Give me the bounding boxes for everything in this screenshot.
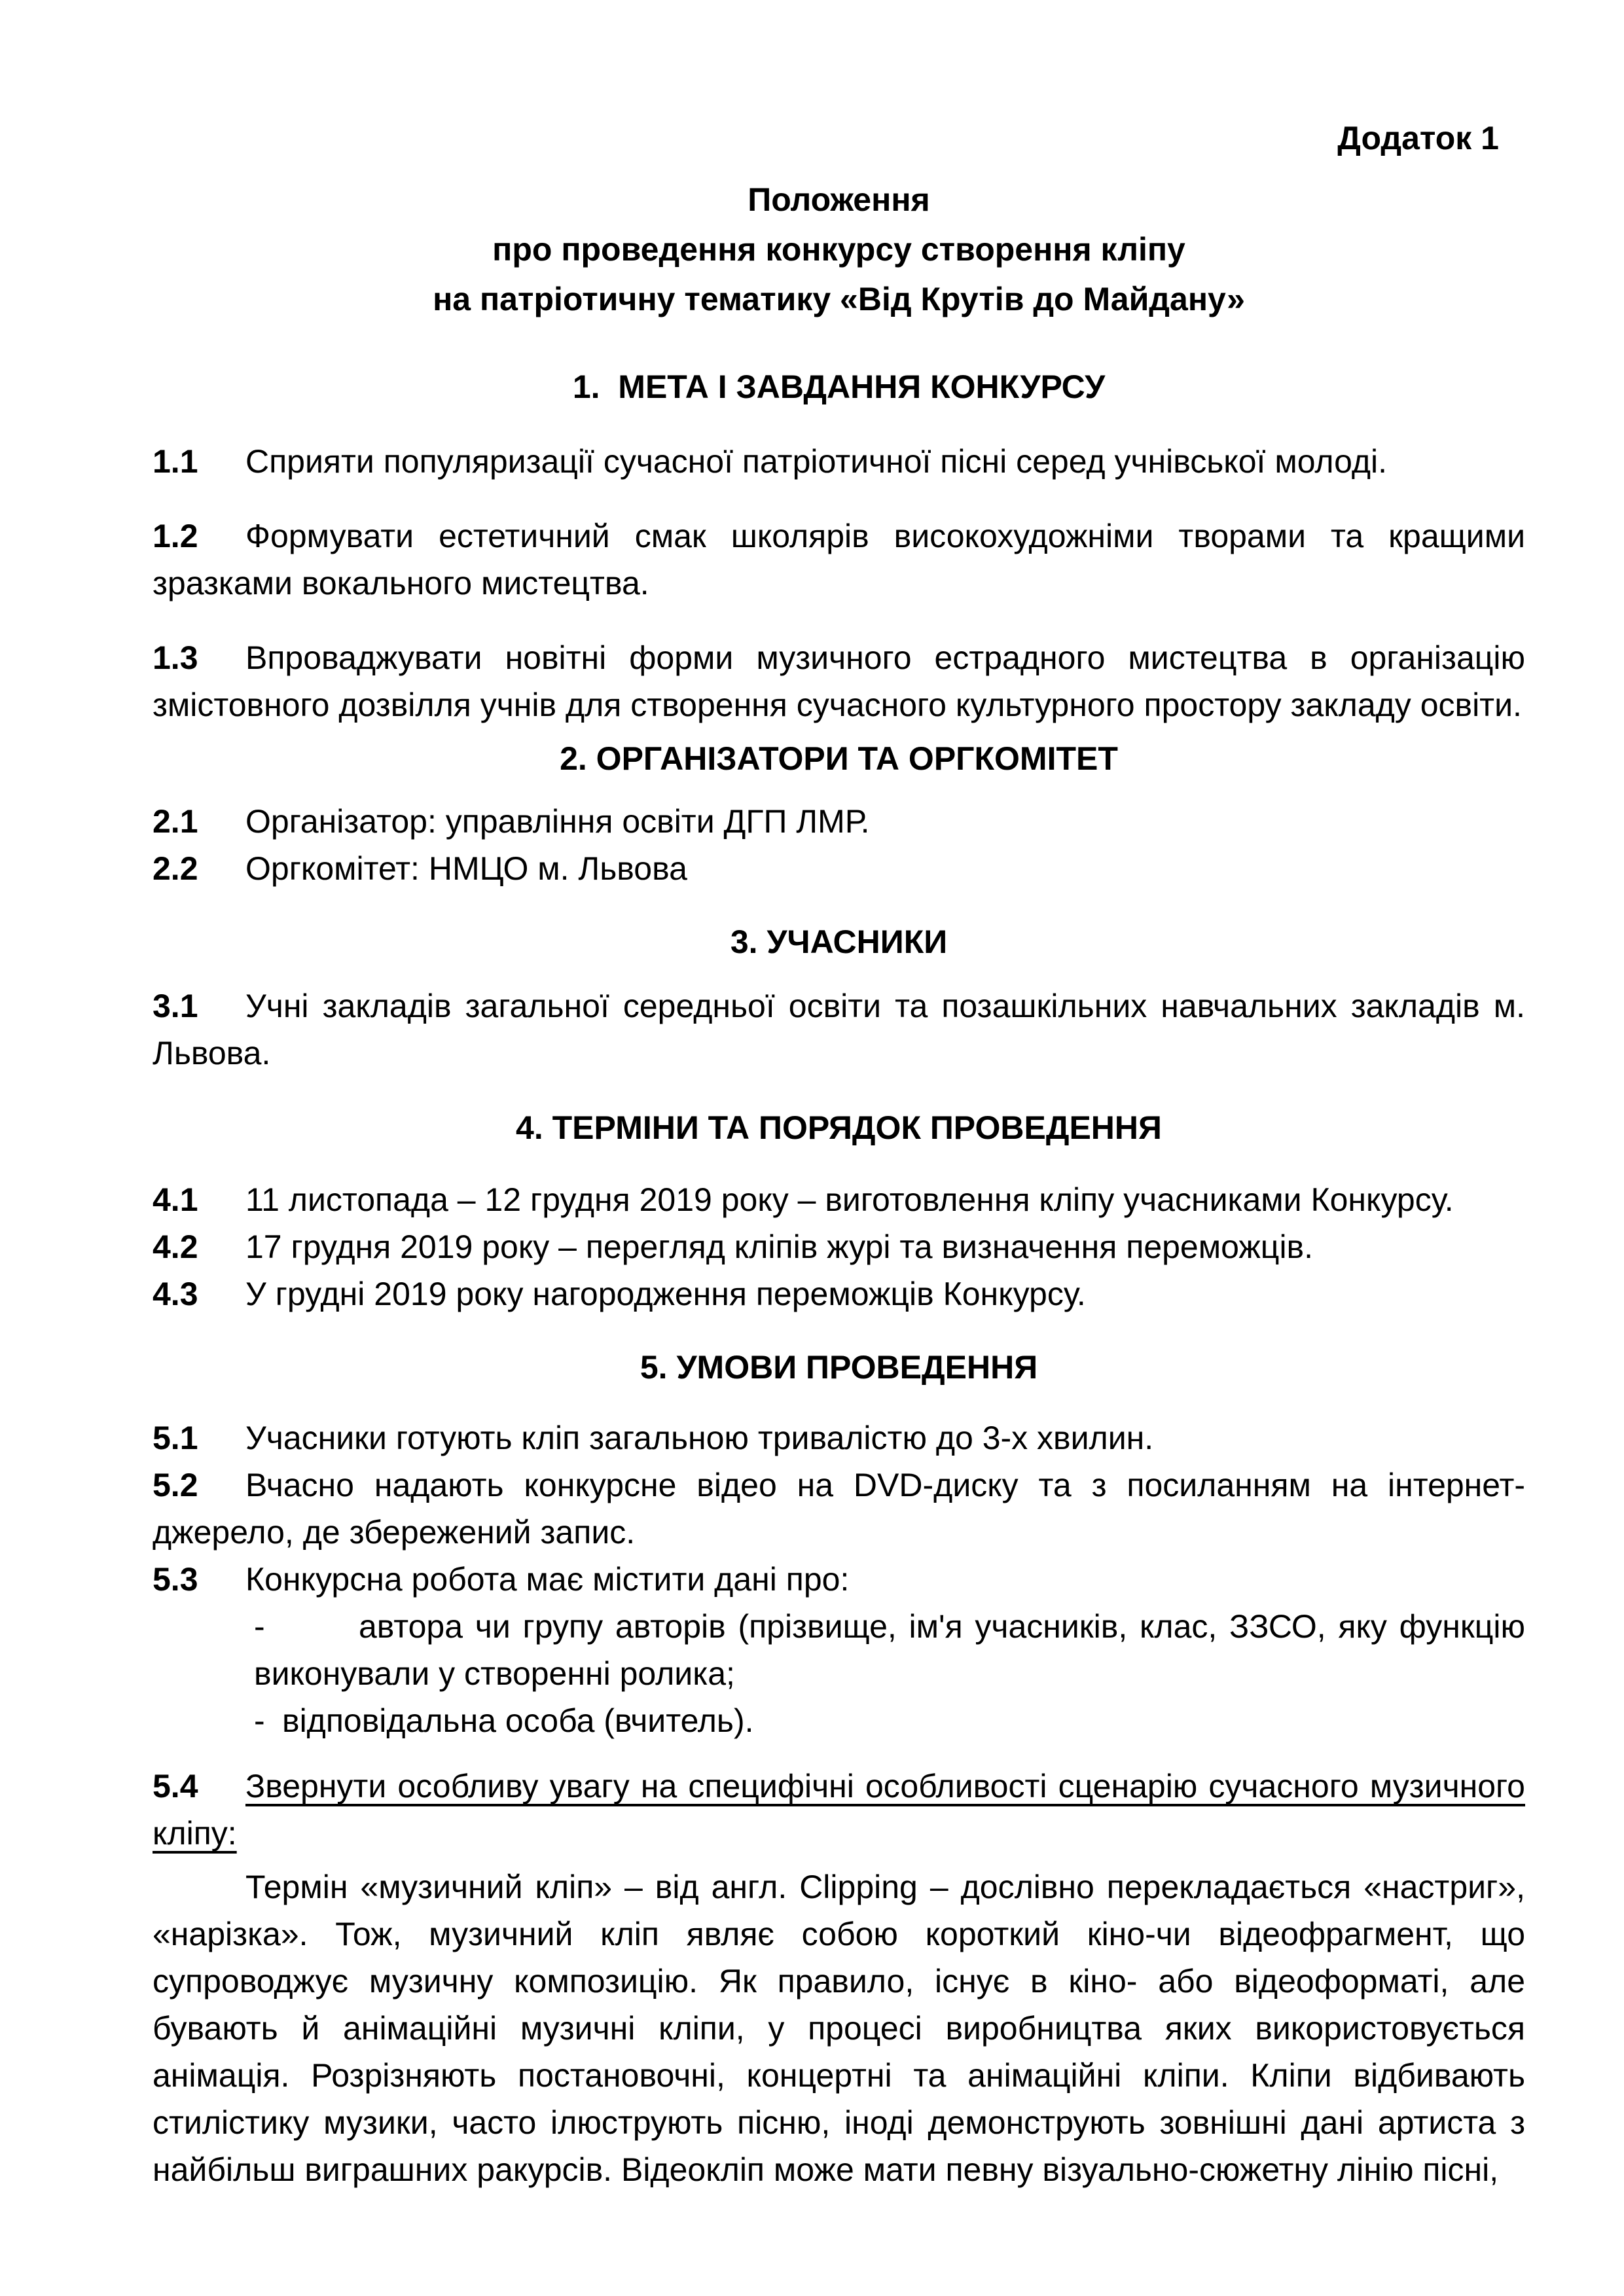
item-text: 11 листопада – 12 грудня 2019 року – виготовлення кліпу учасниками Конкурсу. (245, 1181, 1454, 1218)
item-text: Учні закладів загальної середньої освіти та позашкільних навчальних закладів м. Львова. (153, 988, 1525, 1071)
bullet-text: відповідальна особа (вчитель). (282, 1702, 754, 1739)
item-5-3 (153, 1556, 1525, 1603)
item-text: 17 грудня 2019 року – перегляд кліпів журі та визначення переможців. (245, 1229, 1314, 1265)
item-4-3 (153, 1270, 1525, 1318)
item-number: 4.2 (153, 1229, 198, 1265)
bullet-authors (254, 1603, 1525, 1697)
item-text: Сприяти популяризації сучасної патріотичної пісні серед учнівської молоді. (245, 443, 1388, 480)
document-title (153, 175, 1525, 324)
item-1-3 (153, 634, 1525, 728)
document-content (153, 115, 1525, 2193)
section-heading-terms: 4. ТЕРМІНИ ТА ПОРЯДОК ПРОВЕДЕННЯ (516, 1109, 1162, 1146)
item-text: Формувати естетичний смак школярів високохудожніми творами та кращими зразками вокального мистецтва. (153, 518, 1525, 601)
section-heading-participants: 3. УЧАСНИКИ (730, 924, 948, 960)
section-heading-organizers: 2. ОРГАНІЗАТОРИ ТА ОРГКОМІТЕТ (560, 740, 1118, 777)
bullet-dash: - (254, 1702, 265, 1739)
item-4-2 (153, 1223, 1525, 1270)
item-number: 3.1 (153, 988, 198, 1024)
bullet-responsible (254, 1697, 1525, 1744)
section-heading-goals: 1. МЕТА І ЗАВДАННЯ КОНКУРСУ (572, 368, 1106, 405)
title-line-2: про проведення конкурсу створення кліпу (492, 231, 1185, 268)
item-text: У грудні 2019 року нагородження переможців Конкурсу. (245, 1276, 1086, 1312)
item-text: Впроваджувати новітні форми музичного естрадного мистецтва в організацію змістовного дозвілля учнів для створення сучасного культурного простору закладу освіти. (153, 639, 1525, 723)
item-text: Конкурсна робота має містити дані про: (245, 1561, 850, 1598)
item-number: 4.1 (153, 1181, 198, 1218)
item-1-2 (153, 512, 1525, 607)
item-number: 5.2 (153, 1467, 198, 1503)
item-number: 5.4 (153, 1768, 198, 1804)
item-number: 1.2 (153, 518, 198, 554)
item-5-4 (153, 1763, 1525, 1857)
bullet-text: автора чи групу авторів (прізвище, ім'я учасників, клас, ЗЗСО, яку функцію виконували у створенні ролика; (254, 1608, 1525, 1692)
item-number: 1.3 (153, 639, 198, 676)
item-number: 5.3 (153, 1561, 198, 1598)
item-text: Учасники готують кліп загальною тривалістю до 3-х хвилин. (245, 1420, 1154, 1456)
item-2-2 (153, 845, 1525, 892)
bullet-dash: - (254, 1608, 265, 1645)
annex-label: Додаток 1 (1337, 120, 1499, 156)
title-line-3: на патріотичну тематику «Від Крутів до Майдану» (433, 281, 1245, 317)
item-1-1 (153, 438, 1525, 485)
item-text-underlined: Звернути особливу увагу на специфічні особливості сценарію сучасного музичного кліпу: (153, 1768, 1525, 1852)
item-5-1 (153, 1414, 1525, 1462)
definition-paragraph: Термін «музичний кліп» – від англ. Clipping – дослівно перекладається «настриг», «нарізка». Тож, музичний кліп являє собою короткий кіно-чи відеофрагмент, що супроводжує музичну композицію. Як правило, існує в кіно- або відеоформаті, але бувають й анімаційні музичні кліпи, у процесі виробництва яких використовується анімація. Розрізняють постановочні, концертні та анімаційні кліпи. Кліпи відбивають стилістику музики, часто ілюструють пісню, іноді демонструють зовнішні дані артиста з найбільш виграшних ракурсів. Відеокліп може мати певну візуально-сюжетну лінію пісні, (153, 1869, 1525, 2188)
item-number: 2.1 (153, 803, 198, 840)
item-4-1 (153, 1176, 1525, 1223)
title-line-1: Положення (748, 181, 930, 218)
item-text: Вчасно надають конкурсне відео на DVD-диску та з посиланням на інтернет-джерело, де збережений запис. (153, 1467, 1525, 1551)
item-text: Організатор: управління освіти ДГП ЛМР. (245, 803, 870, 840)
item-text: Оргкомітет: НМЦО м. Львова (245, 850, 687, 887)
item-5-2 (153, 1462, 1525, 1556)
item-3-1 (153, 982, 1525, 1077)
section-heading-conditions: 5. УМОВИ ПРОВЕДЕННЯ (640, 1349, 1038, 1386)
item-2-1 (153, 798, 1525, 845)
item-number: 5.1 (153, 1420, 198, 1456)
item-number: 1.1 (153, 443, 198, 480)
item-number: 4.3 (153, 1276, 198, 1312)
item-number: 2.2 (153, 850, 198, 887)
